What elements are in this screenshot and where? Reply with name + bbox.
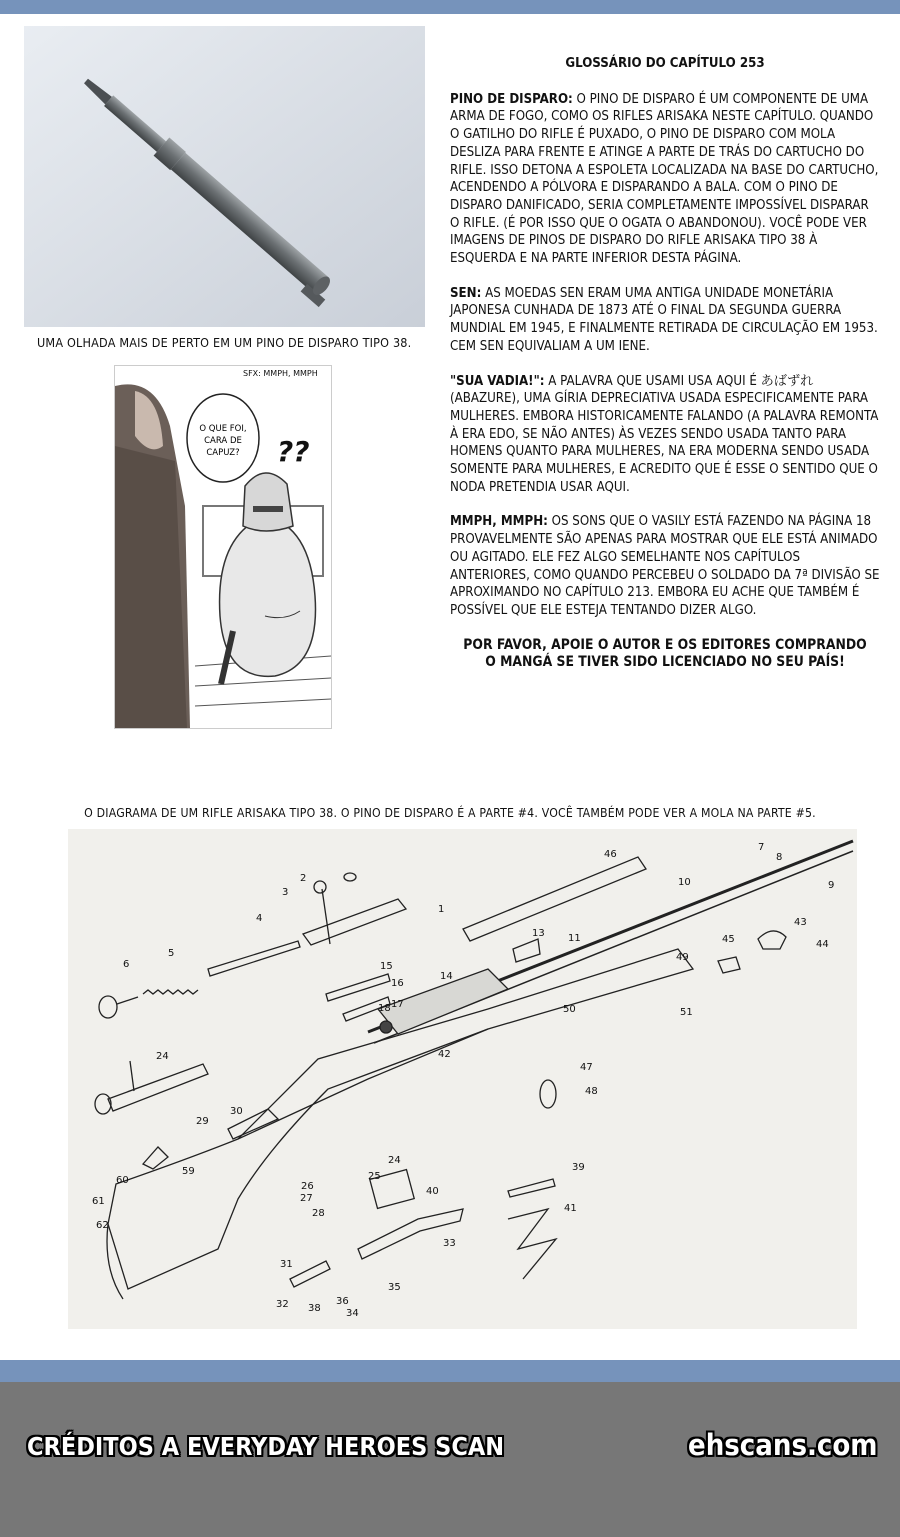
glossary-entry-firing-pin xyxy=(450,91,880,268)
part-number-label: 2 xyxy=(300,873,307,884)
speech-line-2: CARA DE xyxy=(204,436,242,446)
glossary-entry-sua-vadia xyxy=(450,373,880,497)
part-number-label: 24 xyxy=(388,1155,401,1166)
firing-pin-photo xyxy=(24,26,425,327)
part-number-label: 47 xyxy=(580,1062,593,1073)
part-number-label: 41 xyxy=(564,1203,577,1214)
part-number-label: 49 xyxy=(676,952,689,963)
part-number-label: 36 xyxy=(336,1296,349,1307)
glossary-text: AS MOEDAS SEN ERAM UMA ANTIGA UNIDADE MONETÁRIA JAPONESA CUNHADA DE 1873 ATÉ O FINAL DA SEGUNDA GUERRA MUNDIAL EM 1945, E FINALMENTE RETIRADA DE CIRCULAÇÃO EM 1953. CEM SEN EQUIVALIAM A UM IENE. xyxy=(450,285,878,354)
part-number-label: 24 xyxy=(156,1051,169,1062)
part-number-label: 60 xyxy=(116,1175,129,1186)
diagram-caption: O DIAGRAMA DE UM RIFLE ARISAKA TIPO 38. O PINO DE DISPARO É A PARTE #4. VOCÊ TAMBÉM PODE VER A MOLA NA PARTE #5. xyxy=(84,806,816,820)
part-number-label: 3 xyxy=(282,887,289,898)
part-number-label: 42 xyxy=(438,1049,451,1060)
footer-blue-band xyxy=(0,1360,900,1382)
support-line-2: O MANGÁ SE TIVER SIDO LICENCIADO NO SEU PAÍS! xyxy=(485,654,845,671)
part-number-label: 1 xyxy=(438,904,445,915)
part-number-label: 48 xyxy=(585,1086,598,1097)
part-number-label: 18 xyxy=(378,1003,391,1014)
part-number-label: 25 xyxy=(368,1171,381,1182)
photo-caption: UMA OLHADA MAIS DE PERTO EM UM PINO DE DISPARO TIPO 38. xyxy=(37,335,412,350)
support-line-1: POR FAVOR, APOIE O AUTOR E OS EDITORES COMPRANDO xyxy=(463,636,867,653)
part-number-label: 39 xyxy=(572,1162,585,1173)
glossary xyxy=(450,55,880,672)
part-number-label: 15 xyxy=(380,961,393,972)
part-number-label: 10 xyxy=(678,877,691,888)
glossary-term: SEN: xyxy=(450,285,482,301)
manga-panel xyxy=(114,365,332,729)
part-number-label: 5 xyxy=(168,948,175,959)
glossary-term: MMPH, MMPH: xyxy=(450,514,548,530)
part-number-label: 33 xyxy=(443,1238,456,1249)
part-number-label: 45 xyxy=(722,934,735,945)
sfx-label: SFX: MMPH, MMPH xyxy=(243,369,318,378)
top-color-bar xyxy=(0,0,900,14)
speech-line-1: O QUE FOI, xyxy=(199,424,247,434)
part-number-label: 40 xyxy=(426,1186,439,1197)
glossary-title: GLOSSÁRIO DO CAPÍTULO 253 xyxy=(565,56,765,71)
rifle-diagram xyxy=(68,829,857,1329)
part-number-label: 29 xyxy=(196,1116,209,1127)
part-number-label: 4 xyxy=(256,913,263,924)
part-number-label: 38 xyxy=(308,1303,321,1314)
part-number-label: 44 xyxy=(816,939,829,950)
part-number-label: 32 xyxy=(276,1299,289,1310)
glossary-text: OS SONS QUE O VASILY ESTÁ FAZENDO NA PÁGINA 18 PROVAVELMENTE SÃO APENAS PARA MOSTRAR QUE ELE ESTÁ ANIMADO OU AGITADO. ELE FEZ ALGO SEMELHANTE NOS CAPÍTULOS ANTERIORES, COMO QUANDO PERCEBEU O SOLDADO DA 7ª DIVISÃO SE APROXIMANDO NO CAPÍTULO 213. EMBORA EU ACHE QUE TAMBÉM É POSSÍVEL QUE ELE ESTEJA TENTANDO DIZER ALGO. xyxy=(450,514,880,618)
part-number-label: 28 xyxy=(312,1208,325,1219)
part-number-label: 30 xyxy=(230,1106,243,1117)
part-number-label: 51 xyxy=(680,1007,693,1018)
credits-text: CRÉDITOS A EVERYDAY HEROES SCAN xyxy=(27,1432,505,1461)
part-number-label: 6 xyxy=(123,959,130,970)
glossary-term: "SUA VADIA!": xyxy=(450,373,545,389)
part-number-label: 50 xyxy=(563,1004,576,1015)
part-number-label: 46 xyxy=(604,849,617,860)
support-message xyxy=(450,637,880,672)
glossary-text: A PALAVRA QUE USAMI USA AQUI É あばずれ (ABAZURE), UMA GÍRIA DEPRECIATIVA USADA ESPECIFICAMENTE PARA MULHERES. EMBORA HISTORICAMENTE FALANDO (A PALAVRA REMONTA À ERA EDO, SE NÃO ANTES) ÀS VEZES SENDO USADA TANTO PARA HOMENS QUANTO PARA MULHERES, NA ERA MODERNA SENDO USADA SOMENTE PARA MULHERES, E ACREDITO QUE É ESSE O SENTIDO QUE O NODA PRETENDIA USAR AQUI. xyxy=(450,373,879,495)
part-number-label: 14 xyxy=(440,971,453,982)
part-number-label: 34 xyxy=(346,1308,359,1319)
glossary-entry-sen xyxy=(450,285,880,356)
part-number-label: 31 xyxy=(280,1259,293,1270)
part-number-label: 61 xyxy=(92,1196,105,1207)
part-number-label: 7 xyxy=(758,842,765,853)
glossary-term: PINO DE DISPARO: xyxy=(450,91,573,107)
part-number-label: 9 xyxy=(828,880,835,891)
part-number-label: 26 xyxy=(301,1181,314,1192)
part-number-label: 16 xyxy=(391,978,404,989)
glossary-text: O PINO DE DISPARO É UM COMPONENTE DE UMA ARMA DE FOGO, COMO OS RIFLES ARISAKA NESTE CAPÍTULO. QUANDO O GATILHO DO RIFLE É PUXADO, O PINO DE DISPARO COM MOLA DESLIZA PARA FRENTE E ATINGE A PARTE DE TRÁS DO CARTUCHO DO RIFLE. ISSO DETONA A ESPOLETA LOCALIZADA NA BASE DO CARTUCHO, ACENDENDO A PÓLVORA E DISPARANDO A BALA. COM O PINO DE DISPARO DANIFICADO, SERIA COMPLETAMENTE IMPOSSÍVEL DISPARAR O RIFLE. (É POR ISSO QUE O OGATA O ABANDONOU). VOCÊ PODE VER IMAGENS DE PINOS DE DISPARO DO RIFLE ARISAKA TIPO 38 À ESQUERDA E NA PARTE INFERIOR DESTA PÁGINA. xyxy=(450,91,879,267)
speech-line-3: CAPUZ? xyxy=(206,448,240,458)
part-number-label: 8 xyxy=(776,852,783,863)
glossary-entry-mmph xyxy=(450,513,880,619)
site-url[interactable]: ehscans.com xyxy=(688,1428,878,1462)
part-number-label: 35 xyxy=(388,1282,401,1293)
question-marks: ?? xyxy=(277,435,310,468)
part-number-label: 11 xyxy=(568,933,581,944)
part-number-label: 62 xyxy=(96,1220,109,1231)
part-number-label: 43 xyxy=(794,917,807,928)
part-number-label: 27 xyxy=(300,1193,313,1204)
part-number-label: 13 xyxy=(532,928,545,939)
part-number-label: 17 xyxy=(391,999,404,1010)
part-number-label: 59 xyxy=(182,1166,195,1177)
